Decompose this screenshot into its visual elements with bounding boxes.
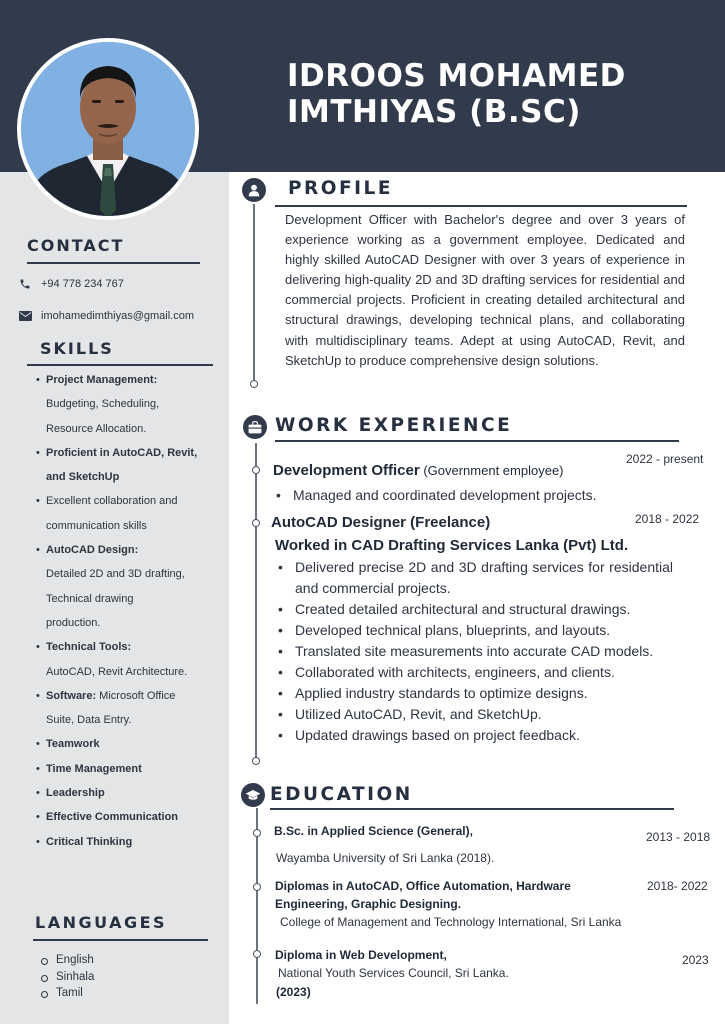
skills-divider [27,364,213,366]
profile-photo [17,38,199,220]
timeline-dot [252,757,260,765]
timeline-dot [250,380,258,388]
skill-item-teamwork: • Teamwork [36,732,216,756]
language-item: English [40,952,94,969]
list-item: • Updated drawings based on project feedback. [275,725,673,746]
skill-detail: Resource Allocation. [46,422,147,435]
list-item: • Translated site measurements into accurate CAD models. [275,641,673,662]
skill-detail: Technical drawing [46,592,134,605]
list-item: • Managed and coordinated development projects. [273,485,683,506]
education-school: College of Management and Technology International, Sri Lanka [280,915,622,929]
language-item: Sinhala [40,969,94,986]
list-item: • Created detailed architectural and structural drawings. [275,599,673,620]
skill-detail: communication skills [46,519,147,532]
job-date: 2018 - 2022 [635,512,700,526]
skill-item-proficient: • Proficient in AutoCAD, Revit, [36,441,216,465]
language-item: Tamil [40,985,94,1002]
experience-timeline [255,443,257,759]
education-timeline [256,808,258,1004]
list-item: • Collaborated with architects, engineers, and clients. [275,662,673,683]
timeline-dot [253,829,261,837]
profile-timeline [253,204,255,382]
education-school: National Youth Services Council, Sri Lanka. [278,966,509,980]
phone-number: +94 778 234 767 [41,278,124,290]
contact-email[interactable] [18,309,194,323]
timeline-dot [253,950,261,958]
envelope-icon [18,309,32,323]
name-line-1: IDROOS MOHAMED [287,58,626,94]
education-school: Wayamba University of Sri Lanka (2018). [276,851,495,865]
work-experience-heading: WORK EXPERIENCE [275,415,513,436]
briefcase-icon [243,415,267,439]
skill-item-time-management: • Time Management [36,757,216,781]
candidate-name [287,58,626,130]
job-company: Worked in CAD Drafting Services Lanka (Pvt) Ltd. [275,537,629,554]
skill-item-effective-communication: • Effective Communication [36,805,216,829]
education-degree: Diplomas in AutoCAD, Office Automation, Hardware Engineering, Graphic Designing. [275,879,571,911]
skill-item-critical-thinking: • Critical Thinking [36,830,216,854]
languages-heading: LANGUAGES [35,913,168,932]
education-divider [270,808,674,810]
timeline-dot [252,466,260,474]
skill-item-technical-tools: • Technical Tools: [36,635,216,659]
profile-summary: Development Officer with Bachelor's degree and over 3 years of experience working as a government employee. Dedicated and highly skilled AutoCAD Designer with over 3 years of experience in delivering high-quality 2D and 3D drafting services for residential and commercial projects. Proficient in creating detailed architectural and structural drawings, developing technical plans, and collaborating with multidisciplinary teams. Adept at using AutoCAD, Revit, and SketchUp to produce comprehensive design solutions. [285,212,685,368]
timeline-dot [253,883,261,891]
job-bullets [275,557,673,746]
education-heading: EDUCATION [270,784,413,805]
profile-heading: PROFILE [288,178,393,199]
skill-item-collaboration: • Excellent collaboration and [36,489,216,513]
user-icon [242,178,266,202]
email-address: imohamedimthiyas@gmail.com [41,310,194,322]
skill-detail: Detailed 2D and 3D drafting, [46,568,185,581]
contact-divider [27,262,200,264]
skill-detail: AutoCAD, Revit Architecture. [46,665,188,678]
skill-item-autocad-design: • AutoCAD Design: [36,538,216,562]
job-title: Development Officer (Government employee) [273,462,564,479]
skill-detail: Budgeting, Scheduling, [46,398,160,411]
skill-detail: production. [46,616,101,629]
profile-divider [275,205,687,207]
languages-divider [33,939,208,941]
graduation-cap-icon [241,783,265,807]
education-date: 2023 [682,953,709,967]
name-line-2: IMTHIYAS (B.SC) [287,94,581,130]
skill-detail: Suite, Data Entry. [46,714,132,727]
work-experience-divider [275,440,679,442]
skill-item-software: • Software: Microsoft Office [36,684,216,708]
skills-list [36,368,216,854]
education-date: 2013 - 2018 [646,830,711,844]
list-item: • Delivered precise 2D and 3D drafting services for residential and commercial projects. [275,557,673,599]
skill-item-project-management: • Project Management: [36,368,216,392]
list-item: • Utilized AutoCAD, Revit, and SketchUp. [275,704,673,725]
languages-list [40,952,94,1002]
education-degree: Diploma in Web Development, [275,948,447,962]
skills-heading: SKILLS [40,339,114,358]
job-bullets [273,485,683,506]
list-item: • Developed technical plans, blueprints, and layouts. [275,620,673,641]
skill-item-leadership: • Leadership [36,781,216,805]
education-date: 2018- 2022 [647,879,708,893]
education-year: (2023) [276,985,311,999]
contact-heading: CONTACT [27,236,125,255]
job-title: AutoCAD Designer (Freelance) [271,514,491,531]
timeline-dot [252,519,260,527]
skill-detail: and SketchUp [46,471,120,484]
contact-phone[interactable] [18,277,124,291]
education-degree: B.Sc. in Applied Science (General), [274,824,473,838]
phone-icon [18,277,32,291]
job-date: 2022 - present [626,452,704,466]
list-item: • Applied industry standards to optimize designs. [275,683,673,704]
